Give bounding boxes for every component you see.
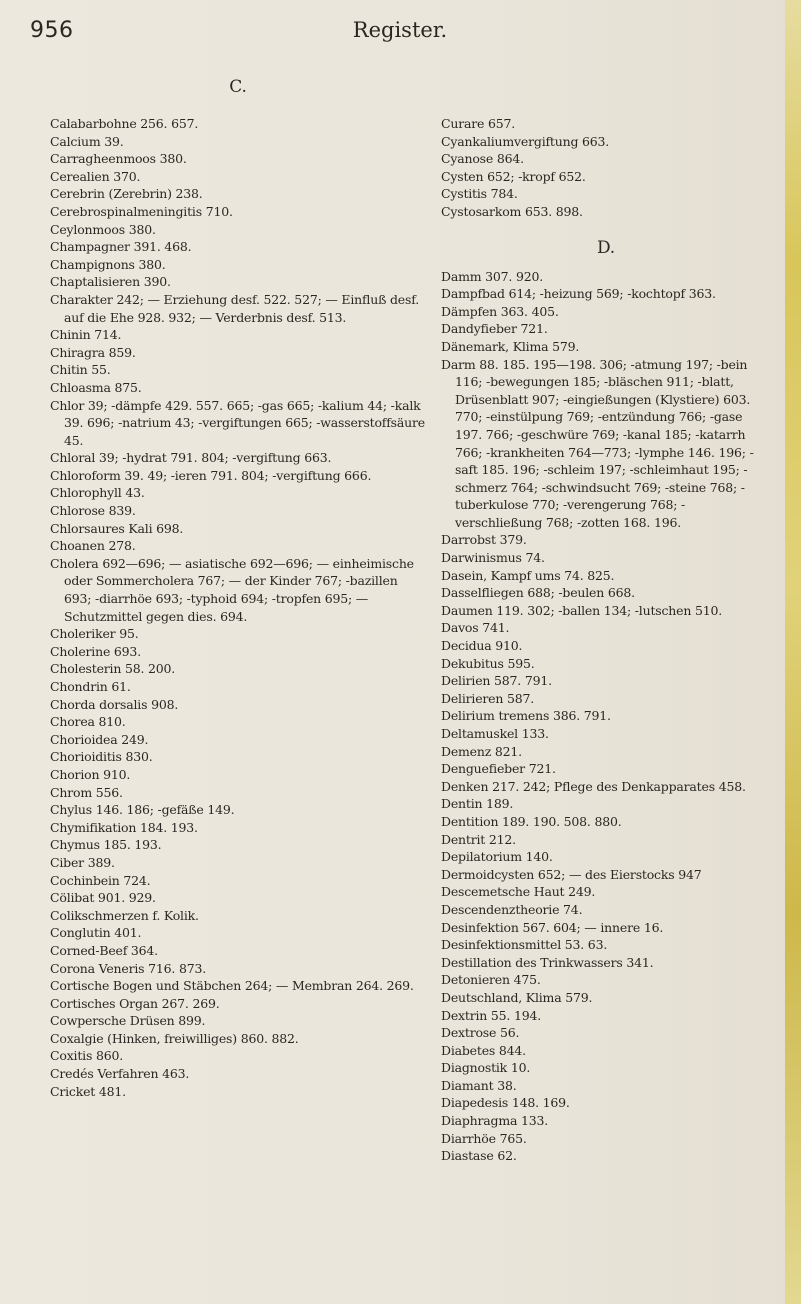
index-entry: Chinin 714. xyxy=(50,327,122,343)
index-entry: Cyankaliumvergiftung 663. xyxy=(441,133,610,149)
page-header xyxy=(30,16,770,50)
index-entry-list xyxy=(441,268,771,1165)
index-entry: Diagnostik 10. xyxy=(441,1060,531,1076)
index-entry: Curare 657. xyxy=(441,116,516,131)
index-entry: Charakter 242; — Erziehung desf. 522. 527; — Einfluß desf. auf die Ehe 928. 932; — Verderbnis desf. 513. xyxy=(50,291,419,325)
index-entry: Chymus 185. 193. xyxy=(50,837,162,853)
index-entry: Cystitis 784. xyxy=(441,186,518,202)
index-entry: Desinfektion 567. 604; — innere 16. xyxy=(441,919,664,935)
index-entry: Chondrin 61. xyxy=(50,679,131,694)
index-entry: Chorion 910. xyxy=(50,766,131,782)
index-entry: Diarrhöe 765. xyxy=(441,1130,527,1146)
index-entry: Chrom 556. xyxy=(50,784,123,800)
index-entry: Chloasma 875. xyxy=(50,379,142,395)
index-entry: Depilatorium 140. xyxy=(441,849,553,865)
index-entry: Descendenztheorie 74. xyxy=(441,901,583,917)
index-entry: Chloroform 39. 49; -ieren 791. 804; -vergiftung 666. xyxy=(50,467,372,483)
index-entry: Chlorose 839. xyxy=(50,503,136,519)
index-entry: Chiragra 859. xyxy=(50,344,136,360)
index-entry: Cysten 652; -kropf 652. xyxy=(441,168,586,184)
index-entry: Darm 88. 185. 195—198. 306; -atmung 197; -bein 116; -bewegungen 185; -bläschen 911; -blatt, Drüsenblatt 907; -eingießungen (Klystiere) 603. 770; -einstülpung 769; -entzündung 766; -gase 197. 766; -geschwüre 769; -kanal 185; -katarrh 766; -krankheiten 764—773; -lymphe 146. 196; -saft 185. 196; -schleim 197; -schleimhaut 195; -schmerz 764; -schwindsucht 769; -steine 768; -tuberkulose 770; -verengerung 768; -verschließung 768; -zotten 168. 196. xyxy=(441,356,754,530)
section-letter-d: D. xyxy=(596,237,616,258)
index-entry: Desinfektionsmittel 53. 63. xyxy=(441,937,608,953)
index-entry: Chorioiditis 830. xyxy=(50,749,153,765)
index-entry: Chorea 810. xyxy=(50,714,126,730)
index-entry: Dextrose 56. xyxy=(441,1025,520,1041)
index-entry: Dänemark, Klima 579. xyxy=(441,338,580,354)
index-entry: Cerebrospinalmeningitis 710. xyxy=(50,203,233,219)
index-entry: Conglutin 401. xyxy=(50,925,142,941)
index-entry: Cerebrin (Zerebrin) 238. xyxy=(50,186,203,202)
index-entry: Chlorophyll 43. xyxy=(50,485,145,501)
index-entry: Cystosarkom 653. 898. xyxy=(441,203,583,219)
left-column xyxy=(50,77,426,1100)
index-entry: Cölibat 901. 929. xyxy=(50,890,156,906)
index-entry: Cochinbein 724. xyxy=(50,872,151,888)
index-entry: Delirium tremens 386. 791. xyxy=(441,708,611,724)
index-entry: Calcium 39. xyxy=(50,133,124,149)
index-entry: Chorda dorsalis 908. xyxy=(50,696,179,712)
index-entry: Cholera 692—696; — asiatische 692—696; — einheimische oder Sommercholera 767; — der Kinder 767; -bazillen 693; -diarrhöe 693; -typhoid 694; -tropfen 695; — Schutzmittel gegen dies. 694. xyxy=(50,555,414,624)
index-entry: Colikschmerzen f. Kolik. xyxy=(50,907,199,923)
running-head: Register. xyxy=(352,18,448,42)
section-letter-c: C. xyxy=(229,77,247,97)
index-entry: Choleriker 95. xyxy=(50,626,139,642)
index-entry: Dämpfen 363. 405. xyxy=(441,303,559,319)
index-entry: Denken 217. 242; Pflege des Denkapparates 458. xyxy=(441,778,746,794)
index-entry: Decidua 910. xyxy=(441,638,523,654)
index-entry: Dandyfieber 721. xyxy=(441,321,548,337)
index-entry: Chorioidea 249. xyxy=(50,731,149,747)
index-entry: Darrobst 379. xyxy=(441,532,527,548)
index-entry: Delirien 587. 791. xyxy=(441,673,552,689)
index-entry: Dermoidcysten 652; — des Eierstocks 947 xyxy=(441,866,702,882)
page-number: 956 xyxy=(30,18,74,43)
index-entry: Diabetes 844. xyxy=(441,1042,526,1058)
index-entry: Destillation des Trinkwassers 341. xyxy=(441,954,654,970)
index-entry: Dentrit 212. xyxy=(441,831,516,847)
index-entry: Delirieren 587. xyxy=(441,690,535,706)
index-entry: Davos 741. xyxy=(441,620,510,636)
index-entry: Darwinismus 74. xyxy=(441,550,545,566)
index-entry: Cortisches Organ 267. 269. xyxy=(50,995,220,1011)
index-entry: Dentition 189. 190. 508. 880. xyxy=(441,813,622,829)
index-entry: Detonieren 475. xyxy=(441,972,541,988)
index-entry-list xyxy=(50,115,426,1100)
index-entry: Cholerine 693. xyxy=(50,643,141,659)
index-entry: Dentin 189. xyxy=(441,796,514,812)
index-entry: Dekubitus 595. xyxy=(441,655,535,671)
index-entry: Cortische Bogen und Stäbchen 264; — Membran 264. 269. xyxy=(50,978,414,994)
index-entry: Coxalgie (Hinken, freiwilliges) 860. 882. xyxy=(50,1030,299,1046)
index-entry: Cowpersche Drüsen 899. xyxy=(50,1013,206,1029)
right-column xyxy=(441,115,771,1165)
index-entry: Chitin 55. xyxy=(50,362,111,378)
index-entry: Demenz 821. xyxy=(441,743,522,759)
index-entry: Diastase 62. xyxy=(441,1148,517,1164)
index-entry: Choanen 278. xyxy=(50,538,136,554)
index-entry: Descemetsche Haut 249. xyxy=(441,884,596,900)
index-entry: Chlor 39; -dämpfe 429. 557. 665; -gas 665; -kalium 44; -kalk 39. 696; -natrium 43; -vergiftungen 665; -wasserstoffsäure 45. xyxy=(50,397,425,448)
index-entry: Cricket 481. xyxy=(50,1083,126,1099)
index-entry: Cerealien 370. xyxy=(50,168,141,184)
index-entry: Damm 307. 920. xyxy=(441,268,543,284)
index-entry: Cholesterin 58. 200. xyxy=(50,661,176,677)
index-entry: Chylus 146. 186; -gefäße 149. xyxy=(50,802,235,818)
index-entry-list xyxy=(441,115,771,221)
index-entry: Champignons 380. xyxy=(50,256,166,272)
index-entry: Carragheenmoos 380. xyxy=(50,151,187,167)
index-entry: Calabarbohne 256. 657. xyxy=(50,116,199,131)
index-entry: Dextrin 55. 194. xyxy=(441,1007,541,1023)
index-entry: Ceylonmoos 380. xyxy=(50,221,156,237)
index-entry: Chloral 39; -hydrat 791. 804; -vergiftung 663. xyxy=(50,450,332,466)
index-entry: Denguefieber 721. xyxy=(441,761,556,777)
index-entry: Diapedesis 148. 169. xyxy=(441,1095,570,1111)
index-entry: Dasselfliegen 688; -beulen 668. xyxy=(441,585,635,601)
index-entry: Deutschland, Klima 579. xyxy=(441,989,593,1005)
index-entry: Daumen 119. 302; -ballen 134; -lutschen 510. xyxy=(441,602,723,618)
index-entry: Dasein, Kampf ums 74. 825. xyxy=(441,567,615,583)
index-entry: Chlorsaures Kali 698. xyxy=(50,520,184,536)
index-entry: Cyanose 864. xyxy=(441,151,524,167)
index-entry: Dampfbad 614; -heizung 569; -kochtopf 363. xyxy=(441,286,716,302)
index-entry: Deltamuskel 133. xyxy=(441,726,549,741)
page-edge-decoration xyxy=(785,0,801,1304)
index-entry: Coxitis 860. xyxy=(50,1048,123,1064)
index-entry: Ciber 389. xyxy=(50,854,115,870)
index-entry: Diaphragma 133. xyxy=(441,1113,549,1129)
index-entry: Corona Veneris 716. 873. xyxy=(50,960,206,976)
index-entry: Chymifikation 184. 193. xyxy=(50,819,198,835)
index-entry: Corned-Beef 364. xyxy=(50,942,158,958)
index-entry: Chaptalisieren 390. xyxy=(50,274,171,290)
index-entry: Diamant 38. xyxy=(441,1077,517,1093)
index-entry: Credés Verfahren 463. xyxy=(50,1066,190,1082)
index-entry: Champagner 391. 468. xyxy=(50,239,192,255)
